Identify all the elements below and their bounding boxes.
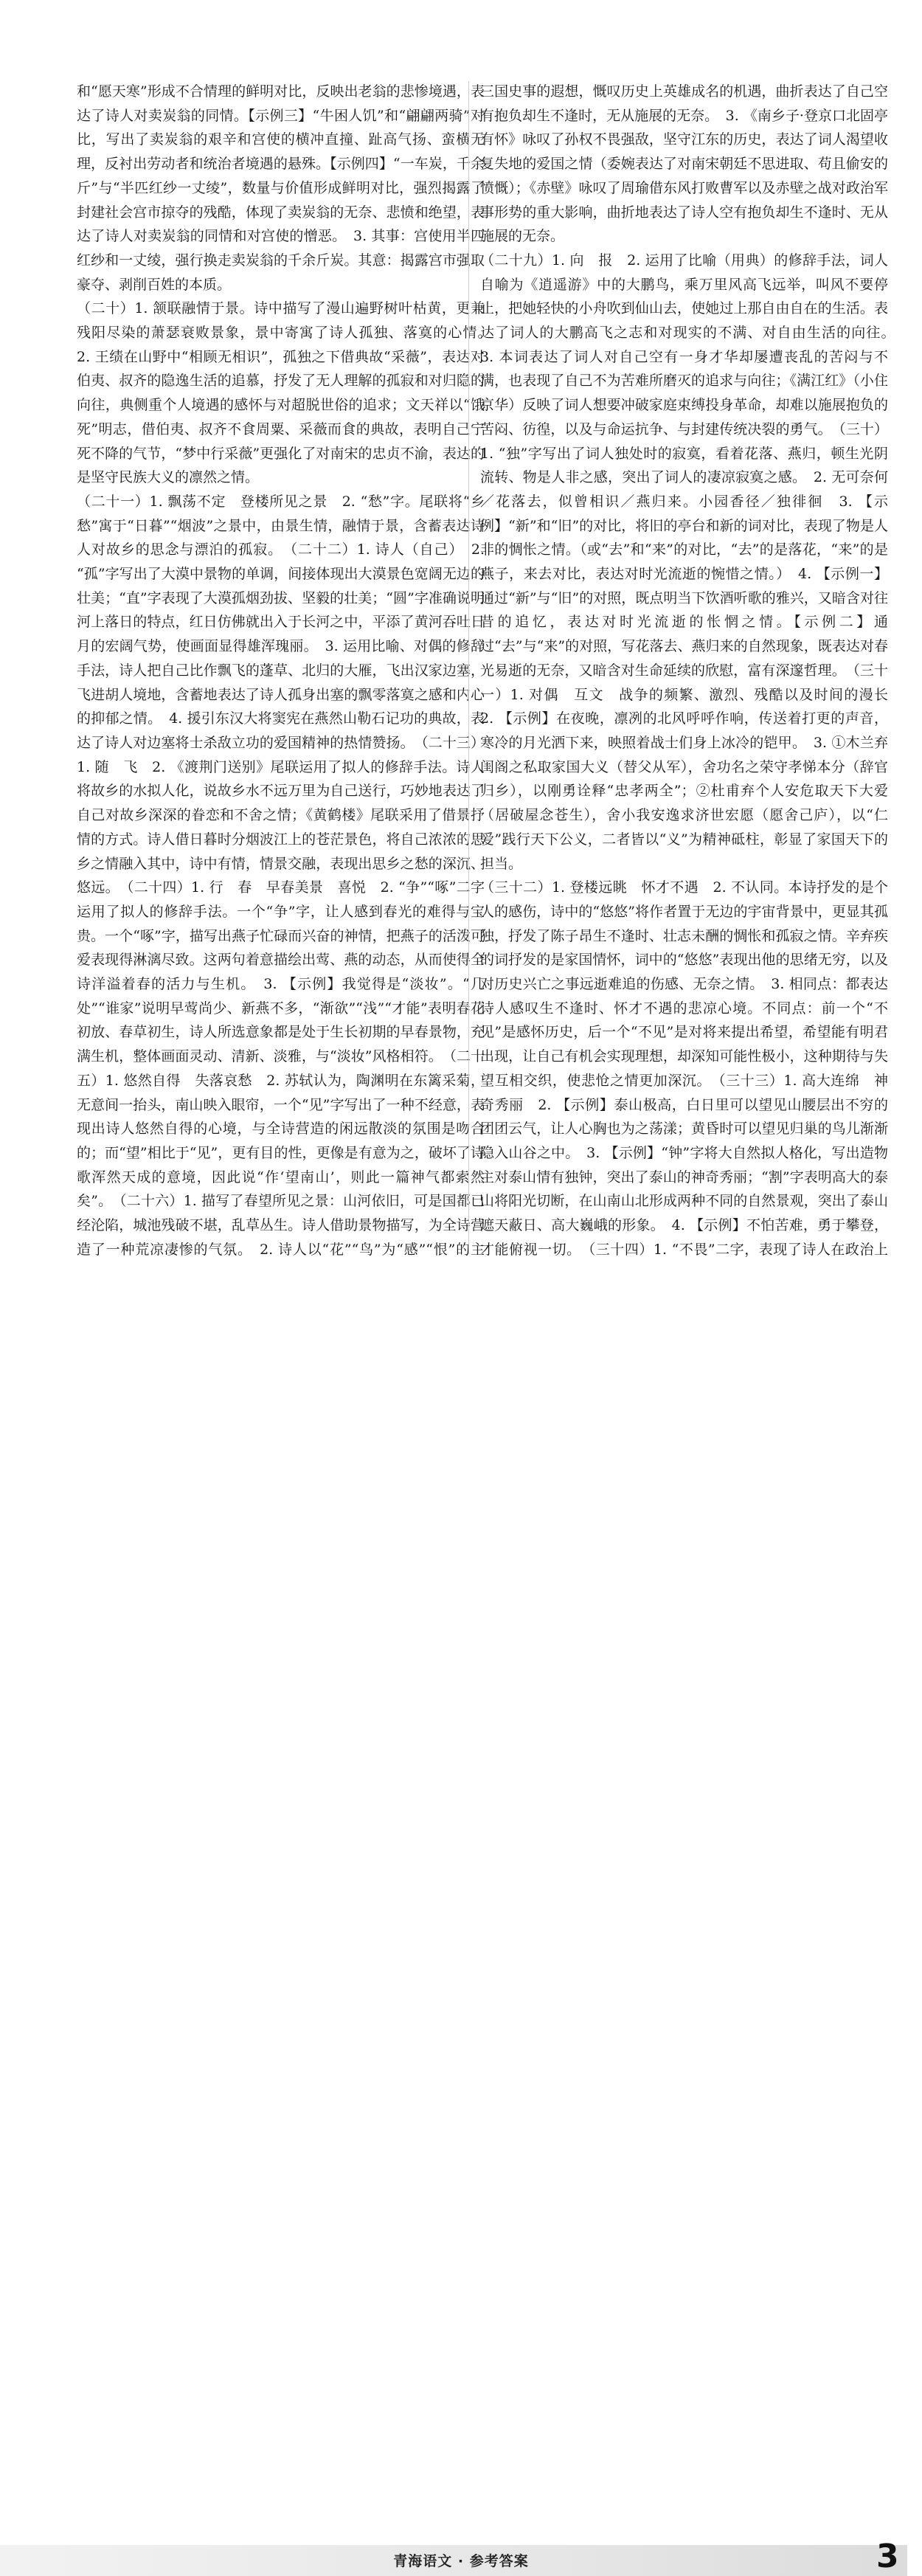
left-paragraph-1: 和“愿天寒”形成不合情理的鲜明对比，反映出老翁的悲惨境遇，表达了诗人对卖炭翁的同情。【示例三】“牛困人饥”和“翩翩两骑”对比，写出了卖炭翁的艰辛和宫使的横冲直撞、趾高气扬、蛮横无理，反衬出劳动者和统治者境遇的悬殊。【示例四】“一车炭，千余斤”与“半匹红纱一丈绫”，数量与价值形成鲜明对比，强烈揭露了封建社会宫市掠夺的残酷，体现了卖炭翁的无奈、悲愤和绝望，表达了诗人对卖炭翁的同情和对宫使的憎恶。 3. 其事：宫使用半匹红纱和一丈绫，强行换走卖炭翁的千余斤炭。其意：揭露宫市强取豪夺、剥削百姓的本质。 xyxy=(77,83,485,293)
column-divider xyxy=(468,81,469,1254)
right-paragraph-2: （二十九）1. 向 报 2. 运用了比喻（用典）的修辞手法，词人自喻为《逍遥游》中的大鹏鸟，乘万里风高飞远举，叫风不要停止，把她轻快的小舟吹到仙山去，使她过上那自由自在的生活。表达了词人的大鹏高飞之志和对现实的不满、对自由生活的向往。 3. 本词表达了词人对自己空有一身才华却屡遭丧乱的苦闷与不满，也表现了自己不为苦难所磨灭的追求与向往；《满江红》（小住京华）反映了词人想要冲破家庭束缚投身革命，却难以施展抱负的苦闷、彷徨，以及与命运抗争、与封建传统决裂的勇气。 （三十）1. “独”字写出了词人独处时的寂寞，看着花落、燕归，顿生光阴流转、物是人非之感，突出了词人的凄凉寂寞之感。 2. 无可奈何／花落去，似曾相识／燕归来。小园香径／独徘徊 3. 【示例】“新”和“旧”的对比，将旧的亭台和新的词对比，表现了物是人非的惆怅之情。（或“去”和“来”的对比，“去”的是落花，“来”的是燕子，来去对比，表达对时光流逝的惋惜之情。） 4. 【示例一】通过“新”与“旧”的对照，既点明当下饮酒听歌的雅兴，又暗含对往昔的追忆，表达对时光流逝的怅惘之情。【示例二】通过“去”与“来”的对照，写花落去、燕归来的自然现象，既表达对春光易逝的无奈，又暗含对生命延续的欣慰，富有深邃哲理。 （三十一）1. 对偶 互文 战争的频繁、激烈、残酷以及时间的漫长 2. 【示例】在夜晚，凛冽的北风呼呼作响，传送着打更的声音，寒冷的月光洒下来，映照着战士们身上冰冷的铠甲。 3. ①木兰弃闺阁之私取家国大义（替父从军），舍功名之荣守孝悌本分（辞官归乡），以刚勇诠释“忠孝两全”；②杜甫弃个人安危取天下大爱（居破屋念苍生），舍小我安逸求济世宏愿（愿舍己庐），以“仁爱”践行天下公义，二者皆以“义”为精神砥柱，彰显了家国天下的担当。 xyxy=(480,252,888,872)
left-paragraph-3: （二十一）1. 飘荡不定 登楼所见之景 2. “愁”字。尾联将“乡愁”寓于“日暮”“烟波”之景中，由景生情，融情于景，含蓄表达诗人对故乡的思念与漂泊的孤寂。 （二十二）1. 诗人（自己） 2. “孤”字写出了大漠中景物的单调，间接体现出大漠景色宽阔无边的壮美；“直”字表现了大漠孤烟劲拔、坚毅的壮美；“圆”字准确说明河上落日的特点，红日仿佛就出入于长河之中，平添了黄河吞吐日月的宏阔气势，使画面显得雄浑瑰丽。 3. 运用比喻、对偶的修辞手法，诗人把自己比作飘飞的蓬草、北归的大雁，飞出汉家边塞，飞进胡人境地，含蓄地表达了诗人孤身出塞的飘零落寞之感和内心的抑郁之情。 4. 援引东汉大将窦宪在燕然山勒石记功的典故，表达了诗人对边塞将士杀敌立功的爱国精神的热情赞扬。 （二十三）1. 随 飞 2. 《渡荆门送别》尾联运用了拟人的修辞手法。诗人将故乡的水拟人化，说故乡水不远万里为自己送行，巧妙地表达了自己对故乡深深的眷恋和不舍之情；《黄鹤楼》尾联采用了借景抒情的方式。诗人借日暮时分烟波江上的苍茫景色，将自己浓浓的思乡之情融入其中，诗中有情，情景交融，表现出思乡之愁的深沉、悠远。 （二十四）1. 行 春 早春美景 喜悦 2. “争”“啄”二字运用了拟人的修辞手法。一个“争”字，让人感到春光的难得与宝贵。一个“啄”字，描写出燕子忙碌而兴奋的神情，把燕子的活泼可爱表现得淋漓尽致。这两句着意描绘出莺、燕的动态，从而使得全诗洋溢着春的活力与生机。 3. 【示例】我觉得是“淡妆”。“几处”“谁家”说明早莺尚少、新燕不多，“渐欲”“浅”“才能”表明春花初放、春草初生，诗人所选意象都是处于生长初期的早春景物，充满生机，整体画面灵动、清新、淡雅，与“淡妆”风格相符。 （二十五）1. 悠然自得 失落哀愁 2. 苏轼认为，陶渊明在东篱采菊，无意间一抬头，南山映入眼帘，一个“见”字写出了一种不经意，表现出诗人悠然自得的心境，与全诗营造的闲远散淡的氛围是吻合的；而“望”相比于“见”，更有目的性，更像是有意为之，破坏了诗歌浑然天成的意境，因此说“作‘望南山’，则此一篇神气都索然矣”。 （二十六）1. 描写了春望所见之景：山河依旧，可是国都已经沦陷，城池残破不堪，乱草丛生。诗人借助景物描写，为全诗营造了一种荒凉凄惨的气氛。 2. 诗人以“花”“鸟”为“感”“恨”的主 xyxy=(77,493,485,1258)
page-number: 3 xyxy=(876,2538,899,2575)
footer-label: 青海语文 · 参考答案 xyxy=(393,2553,529,2569)
left-paragraph-2: （二十）1. 颔联融情于景。诗中描写了漫山遍野树叶枯黄，更兼残阳尽染的萧瑟衰败景象，景中寄寓了诗人孤独、落寞的心情。 2. 王绩在山野中“相顾无相识”，孤独之下借典故“采薇”，表达对伯夷、叔齐的隐逸生活的追慕，抒发了无人理解的孤寂和对归隐的向往，典侧重个人境遇的感怀与对超脱世俗的追求；文天祥以“饿死”明志，借伯夷、叔齐不食周粟、采薇而食的典故，表明自己宁死不降的气节，“梦中行采薇”更强化了对南宋的忠贞不渝，表达的是坚守民族大义的凛然之情。 xyxy=(77,300,485,486)
right-column xyxy=(480,80,888,1260)
left-column xyxy=(77,80,485,1260)
page-footer xyxy=(0,1263,922,2575)
right-paragraph-1: 三国史事的遐想，慨叹历史上英雄成名的机遇，曲折表达了自己空有抱负却生不逢时，无从施展的无奈。 3. 《南乡子·登京口北固亭有怀》咏叹了孙权不畏强敌，坚守江东的历史，表达了词人渴望收复失地的爱国之情（委婉表达了对南宋朝廷不思进取、苟且偷安的愤慨）；《赤壁》咏叹了周瑜借东风打败曹军以及赤壁之战对政治军事形势的重大影响，曲折地表达了诗人空有抱负却生不逢时、无从施展的无奈。 xyxy=(480,83,888,245)
right-paragraph-3: （三十二）1. 登楼远眺 怀才不遇 2. 不认同。本诗抒发的是个人的感伤，诗中的“悠悠”将作者置于无边的宇宙背景中，更显其孤独，抒发了陈子昂生不逢时、壮志未酬的惆怅和孤寂之情。辛弃疾的词抒发的是家国情怀，词中的“悠悠”表现出他的思绪无穷，以及对历史兴亡之事远逝难追的伤感、无奈之情。 3. 相同点：都表达诗人感叹生不逢时、怀才不遇的悲凉心境。不同点：前一个“不见”是感怀历史，后一个“不见”是对将来提出希望，希望能有明君出现，让自己有机会实现理想，却深知可能性极小，这种期待与失望互相交织，使悲怆之情更加深沉。 （三十三）1. 高大连绵 神奇秀丽 2. 【示例】泰山极高，白日里可以望见山腰层出不穷的团团云气，让人心胸也为之荡漾；黄昏时可以望见归巢的鸟儿渐渐隐入山谷之中。 3. 【示例】“钟”字将大自然拟人格化，写出造物主对泰山情有独钟，突出了泰山的神奇秀丽；“割”字表明高大的泰山将阳光切断，在山南山北形成两种不同的自然景观，突出了泰山遮天蔽日、高大巍峨的形象。 4. 【示例】不怕苦难，勇于攀登，才能俯视一切。 （三十四）1. “不畏”二字，表现了诗人在政治上 xyxy=(480,879,888,1258)
